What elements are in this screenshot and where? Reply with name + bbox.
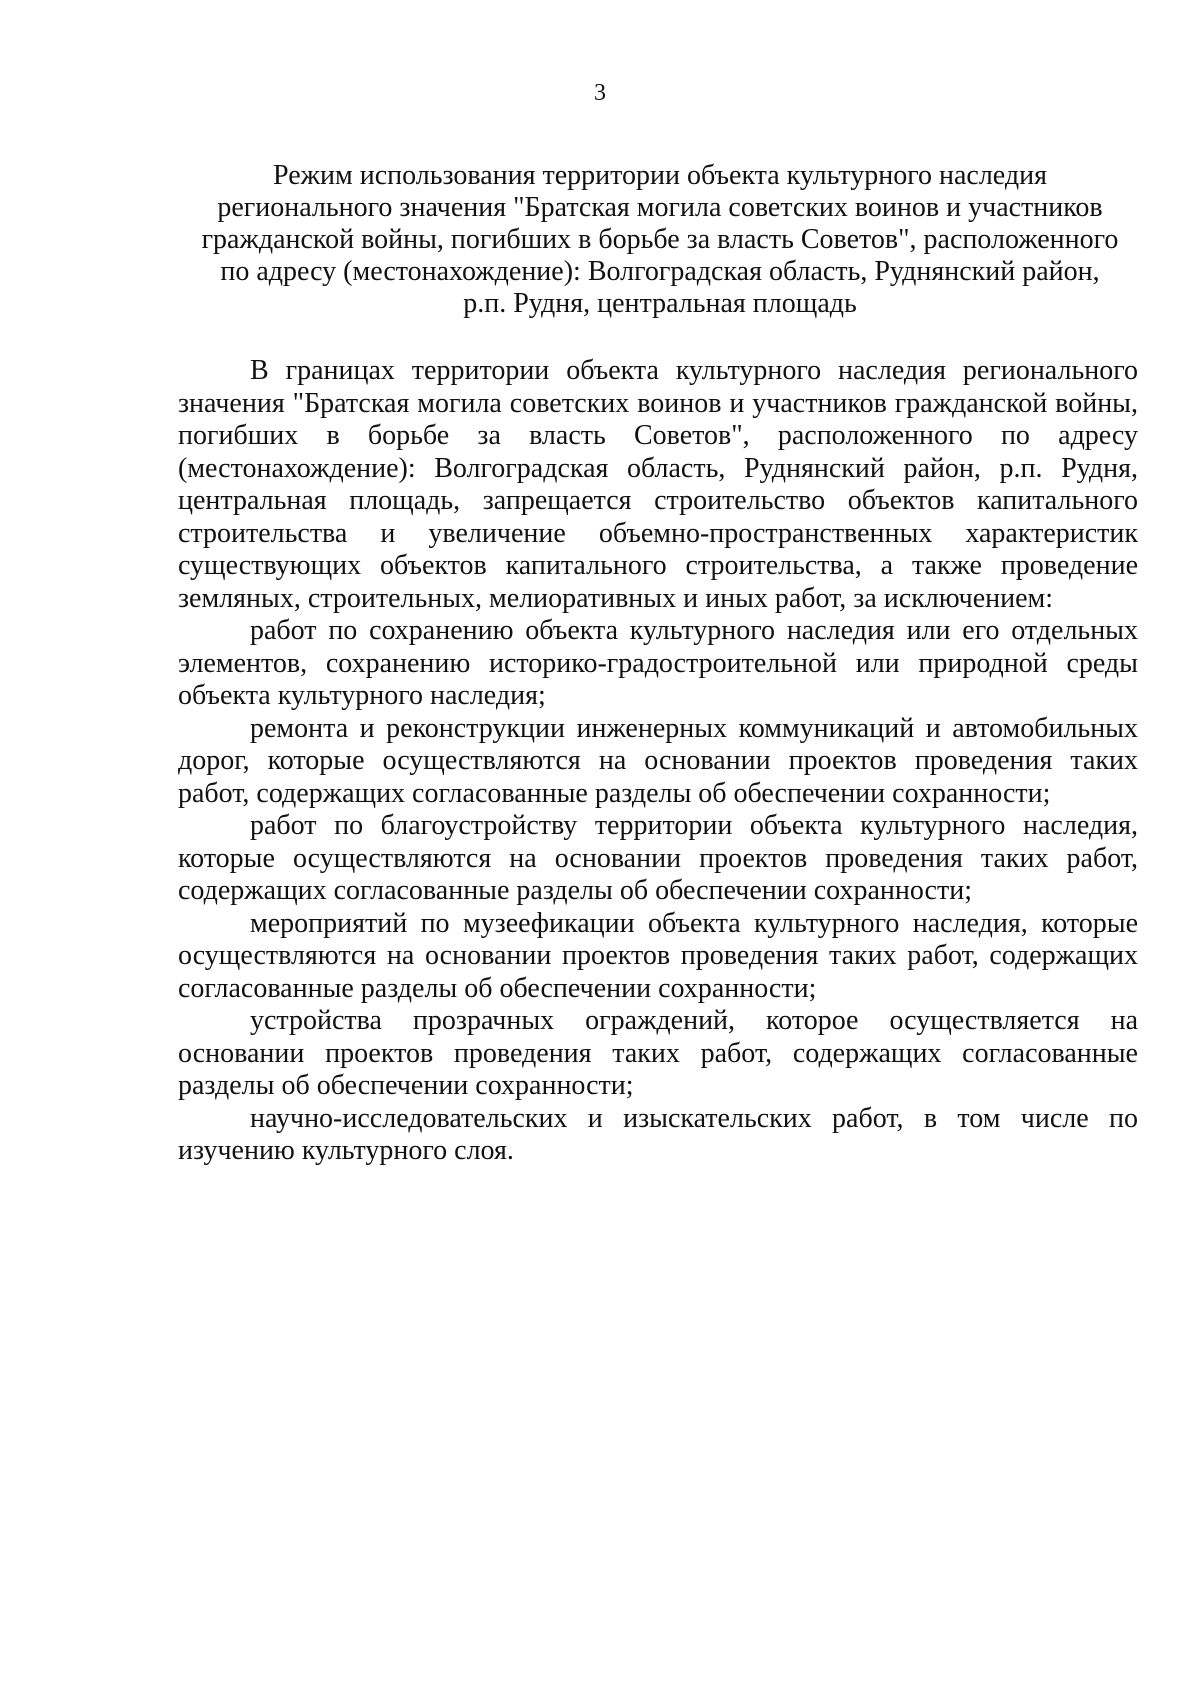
document-title bbox=[180, 160, 1140, 320]
exception-item: научно-исследовательских и изыскательских работ, в том числе по изучению культурного слоя. bbox=[178, 1102, 1138, 1166]
exception-item: работ по благоустройству территории объекта культурного наследия, которые осуществляются на основании проектов проведения таких работ, содержащих согласованные разделы об обеспечении сохранности; bbox=[178, 810, 1138, 906]
intro-paragraph: В границах территории объекта культурного наследия регионального значения "Братская могила советских воинов и участников гражданской войны, погибших в борьбе за власть Советов", расположенного по адресу (местонахождение): Волгоградская область, Руднянский район, р.п. Рудня, центральная площадь, запрещается строительство объектов капитального строительства и увеличение объемно-пространственных характеристик существующих объектов капитального строительства, а также проведение земляных, строительных, мелиоративных и иных работ, за исключением: bbox=[178, 355, 1138, 614]
title-line: Режим использования территории объекта культурного наследия bbox=[273, 160, 1047, 191]
title-line: гражданской войны, погибших в борьбе за власть Советов", расположенного bbox=[201, 224, 1119, 255]
document-body bbox=[178, 355, 1138, 1168]
title-line: по адресу (местонахождение): Волгоградская область, Руднянский район, bbox=[220, 256, 1100, 287]
exception-item: устройства прозрачных ограждений, которое осуществляется на основании проектов проведения таких работ, содержащих согласованные разделы об обеспечении сохранности; bbox=[178, 1005, 1138, 1101]
exception-item: работ по сохранению объекта культурного наследия или его отдельных элементов, сохранению историко-градостроительной или природной среды объекта культурного наследия; bbox=[178, 615, 1138, 711]
title-line: регионального значения "Братская могила советских воинов и участников bbox=[217, 192, 1103, 223]
title-line: р.п. Рудня, центральная площадь bbox=[463, 288, 857, 319]
exception-item: мероприятий по музеефикации объекта культурного наследия, которые осуществляются на основании проектов проведения таких работ, содержащих согласованные разделы об обеспечении сохранности; bbox=[178, 907, 1138, 1004]
exception-item: ремонта и реконструкции инженерных коммуникаций и автомобильных дорог, которые осуществляются на основании проектов проведения таких работ, содержащих согласованные разделы об обеспечении сохранности; bbox=[178, 712, 1138, 809]
page-number: 3 bbox=[594, 80, 606, 106]
